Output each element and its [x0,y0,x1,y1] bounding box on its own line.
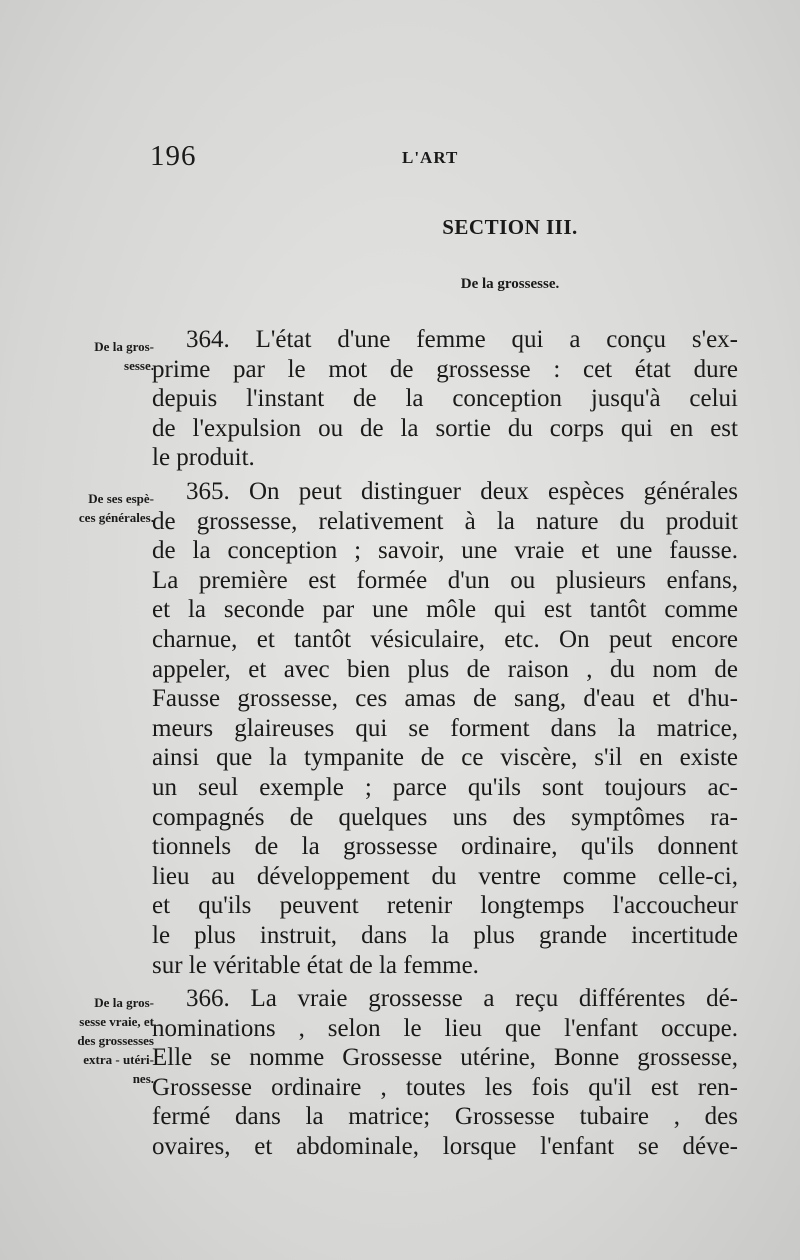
margin-note [14,993,154,1088]
text-line: charnue, et tantôt vésiculaire, etc. On peut encore [152,625,738,653]
paragraph-366 [152,984,738,1162]
margin-note [14,489,154,527]
text-line: 364. L'état d'une femme qui a conçu s'ex- [186,326,738,353]
text-line: 366. La vraie grossesse a reçu différentes dé- [186,985,738,1012]
text-line: Elle se nomme Grossesse utérine, Bonne grossesse, [152,1044,738,1072]
text-line: 365. On peut distinguer deux espèces générales [186,478,738,505]
text-line: La première est formée d'un ou plusieurs enfans, [152,566,738,594]
paragraph-364 [152,325,738,473]
text-line: ainsi que la tympanite de ce viscère, s'il en existe [152,744,738,772]
text-line: ovaires, et abdominale, lorsque l'enfant se déve- [152,1132,738,1160]
text-line: compagnés de quelques uns des symptômes ra- [152,803,738,831]
margin-note-line: sesse vraie, et [79,1014,154,1029]
text-line: depuis l'instant de la conception jusqu'à celui [152,385,738,413]
text-line: fermé dans la matrice; Grossesse tubaire , des [152,1103,738,1131]
subsection-title: De la grossesse. [460,276,560,292]
text-line: et qu'ils peuvent retenir longtemps l'accoucheur [152,892,738,920]
margin-note [14,337,154,375]
text-line: de grossesse, relativement à la nature du produit [152,507,738,535]
text-line: de la conception ; savoir, une vraie et une fausse. [152,537,738,565]
text-line: tionnels de la grossesse ordinaire, qu'ils donnent [152,833,738,861]
margin-note-line: nes. [132,1071,154,1086]
page-header [150,140,740,180]
text-line: sur le véritable état de la femme. [152,951,479,979]
text-line: le produit. [152,444,255,472]
text-line: appeler, et avec bien plus de raison , du nom de [152,655,738,683]
text-line: Grossesse ordinaire , toutes les fois qu'il est ren- [152,1073,738,1101]
text-line: nominations , selon le lieu que l'enfant occupe. [152,1014,738,1042]
text-line: meurs glaireuses qui se forment dans la matrice, [152,714,738,742]
margin-note-line: De ses espè- [88,491,154,506]
margin-note-line: ces générales. [78,510,154,525]
margin-note-line: sesse. [124,358,154,373]
page-number: 196 [150,140,197,172]
text-line: lieu au développement du ventre comme celle-ci, [152,862,738,890]
text-line: un seul exemple ; parce qu'ils sont toujours ac- [152,773,738,801]
text-line: prime par le mot de grossesse : cet état dure [152,355,738,383]
text-line: Fausse grossesse, ces amas de sang, d'eau et d'hu- [152,685,738,713]
text-line: de l'expulsion ou de la sortie du corps qui en est [152,414,738,442]
paragraph-365 [152,477,738,980]
text-line: le plus instruit, dans la plus grande incertitude [152,921,738,949]
margin-note-line: extra - utéri- [83,1052,154,1067]
margin-note-line: De la gros- [94,995,154,1010]
text-line: et la seconde par une môle qui est tantôt comme [152,596,738,624]
section-title: SECTION III. [442,215,578,239]
margin-note-line: De la gros- [94,339,154,354]
margin-note-line: des grossesses [77,1033,154,1048]
running-title: L'ART [402,148,459,167]
